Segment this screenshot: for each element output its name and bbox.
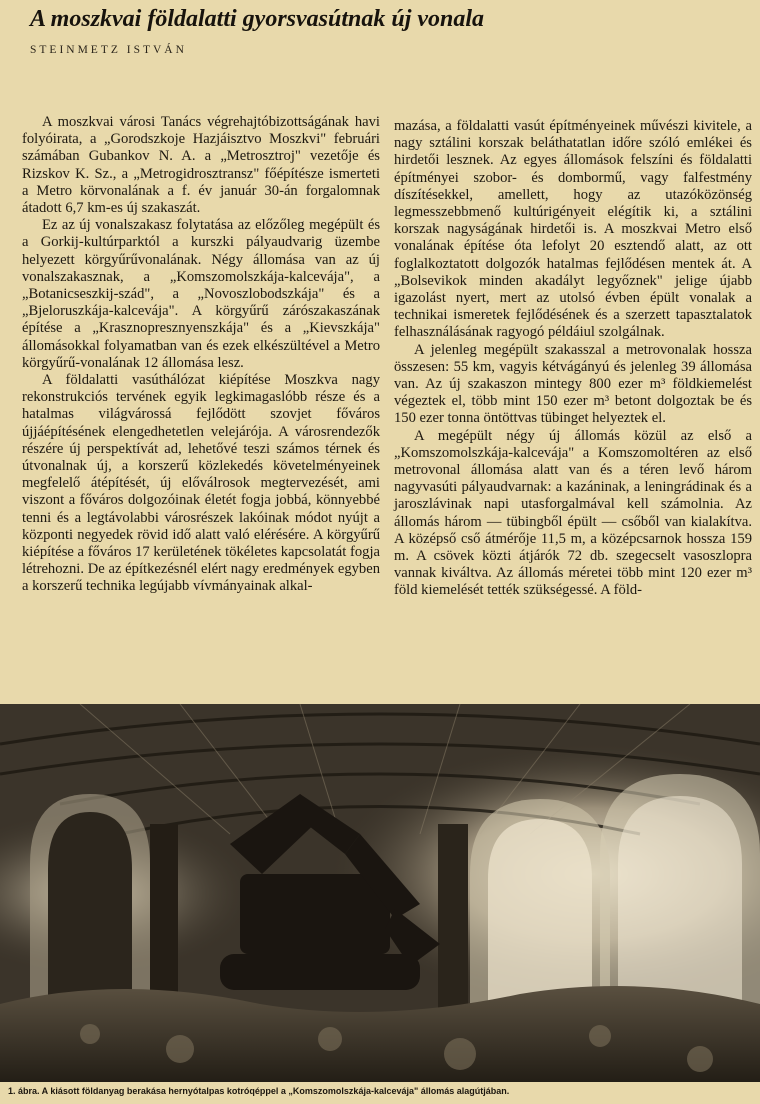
text-column-left — [22, 114, 380, 596]
paragraph: A megépült négy új állomás közül az első a „Komszomolszkája-kalcevája" a Komszomoltéren az első metrovonal állomása alatt van és a téren levő három nagyvasúti pályaudvarnak: a kazáninak, a leningrádinak és a jaroszlávinak napi utasforgalmával kell számolnia. Az állomás három — tübingből épült — csőből van kialakítva. A középső cső átmérője 11,5 m, a középcsarnok hossza 159 m. A csövek közti átjárók 72 db. szegecselt vasoszlopra vannak kiváltva. Az állomás méretei több mint 120 ezer m³ föld kiemelését tették szükségessé. A föld- — [394, 427, 752, 599]
paragraph: mazása, a földalatti vasút építményeinek művészi kivitele, a nagy sztálini korszak beláthatatlan időre szóló emlékei és hirdetői lesznek. Az egyes állomások felszíni és földalatti építményei szobor- és dombormű, vagy falfestmény díszítésekkel, amellett, hogy az utazóközönség legmesszebbmenő kultúrigényeit elégítik ki, a sztálini korszak nagyságának hirdetői is. A moszkvai Metro első vonalának építése óta lefolyt 20 esztendő alatt, az ott foglalkoztatott dolgozók hatalmas fejlődésen mentek át. A „Bolsevikok minden akadályt legyőznek" jelige újabb igazolást nyert, mert az utolsó évben épült vonalak a technikai ismeretek fejlődésének és a szerzett tapasztalatok felhasználásának ragyogó példáiul szolgálnak. — [394, 118, 752, 341]
paragraph: A moszkvai városi Tanács végrehajtóbizottságának havi folyóirata, a „Gorodszkoje Hazjáisztvo Moszkvi" februári számában Gubankov N. A. a „Metrosztroj" vezetője és Rizskov K. Sz., a „Metrogidrosztransz" főépítésze ismerteti a Metro körvonalának a f. év január 30-án forgalomnak átadott 6,7 km-es új szakaszát. — [22, 114, 380, 217]
paragraph: A jelenleg megépült szakasszal a metrovonalak hossza összesen: 55 km, vagyis kétvágányú és jelenleg 39 állomása van. Az új szakaszon mintegy 800 ezer m³ földkiemelést végeztek el, több mint 150 ezer m³ betont dolgoztak be és 150 ezer tonna öntöttvas tübinget helyeztek el. — [394, 341, 752, 427]
tunnel-excavation-photo — [0, 704, 760, 1082]
paragraph: A földalatti vasúthálózat kiépítése Moszkva nagy rekonstrukciós tervének egyik legkimagaslóbb része és a hatalmas világvárossá fejlődött szovjet főváros újjáépítésének elengedhetetlen velejárója. A városrendezők részére új perspektívát ad, lehetővé teszi számos térnek és útvonalnak új, a korszerű közlekedés követelményeinek megfelelő átépítését, új előválrosok megtervezését, ami viszont a főváros dolgozóinak életét fogja jobbá, könnyebbé tenni és a legtávolabbi városrészek lakóinak módot nyújt a központi negyedek rövid idő alatt való elérésére. A körgyűrű kiépítése a főváros 17 kerületének tökéletes kapcsolatát fogja létrehozni. De az építkezésnél elért nagy eredmények egyben a korszerű technika legújabb vívmányainak alkal- — [22, 372, 380, 595]
article-author: STEINMETZ ISTVÁN — [30, 44, 187, 56]
paragraph: Ez az új vonalszakasz folytatása az előzőleg megépült és a Gorkij-kultúrparktól a kurszki pályaudvarig üzembe helyezett körgyűrűvonalának. Négy állomása van az új vonalszakasznak, a „Komszomolszkája-kalcevája", a „Botanicseszkij-szád", a „Novoszlobodszkája" és a „Bjeloruszkája-kalcevája". A körgyűrű zárószakaszának építése a „Krasznopresznyenszkája" és a „Kievszkája" állomásokkal folyamatban van és ezek elkészültével a Metro körgyűrű-vonalának 12 állomása lesz. — [22, 217, 380, 371]
article-title: A moszkvai földalatti gyorsvasútnak új vonala — [30, 6, 485, 32]
figure-caption: 1. ábra. A kiásott földanyag berakása hernyótalpas kotróqéppel a „Komszomolszkája-kalcevája" állomás alagútjában. — [8, 1086, 510, 1096]
text-column-right — [394, 118, 752, 600]
